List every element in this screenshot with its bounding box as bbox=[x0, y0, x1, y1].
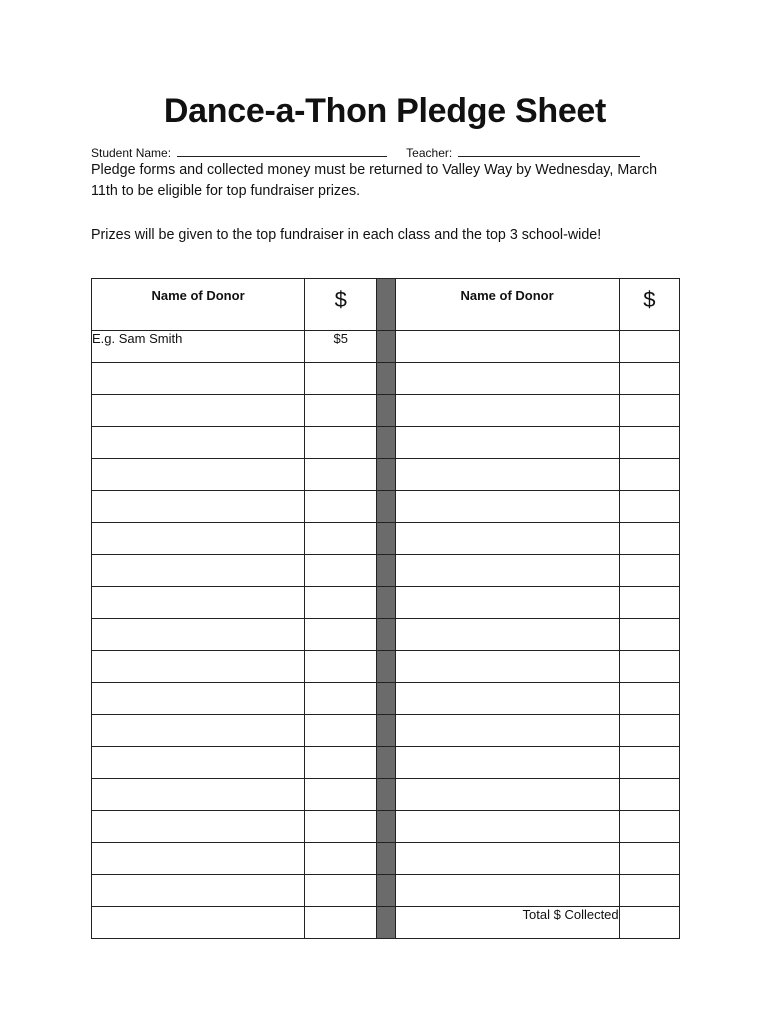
donor-name-cell-left[interactable] bbox=[92, 363, 305, 395]
table-row bbox=[92, 875, 680, 907]
table-row bbox=[92, 811, 680, 843]
amount-cell-right[interactable] bbox=[619, 683, 679, 715]
amount-cell-right[interactable] bbox=[619, 715, 679, 747]
donor-name-cell-left[interactable] bbox=[92, 715, 305, 747]
table-row bbox=[92, 427, 680, 459]
column-separator bbox=[377, 843, 395, 875]
donor-name-cell-right[interactable] bbox=[395, 491, 619, 523]
donor-name-cell-left[interactable] bbox=[92, 747, 305, 779]
prize-info: Prizes will be given to the top fundraiser in each class and the top 3 school-wide! bbox=[91, 227, 602, 243]
column-separator bbox=[377, 875, 395, 907]
amount-cell-left[interactable] bbox=[305, 619, 377, 651]
donor-name-cell-left[interactable] bbox=[92, 779, 305, 811]
column-separator bbox=[377, 619, 395, 651]
donor-name-cell-left[interactable] bbox=[92, 907, 305, 939]
student-name-label: Student Name: bbox=[91, 146, 172, 160]
table-row bbox=[92, 491, 680, 523]
column-separator bbox=[377, 363, 395, 395]
amount-cell-left[interactable] bbox=[305, 779, 377, 811]
amount-cell-left[interactable] bbox=[305, 491, 377, 523]
amount-cell-left[interactable] bbox=[305, 811, 377, 843]
amount-cell-right[interactable] bbox=[619, 523, 679, 555]
donor-name-cell-left[interactable] bbox=[92, 395, 305, 427]
column-separator bbox=[377, 331, 395, 363]
total-label: Total $ Collected bbox=[395, 907, 619, 939]
amount-cell-right[interactable] bbox=[619, 747, 679, 779]
amount-cell-left[interactable] bbox=[305, 715, 377, 747]
donor-name-cell-left[interactable] bbox=[92, 587, 305, 619]
amount-cell-left[interactable] bbox=[305, 907, 377, 939]
column-separator bbox=[377, 279, 395, 331]
column-separator bbox=[377, 459, 395, 491]
table-row bbox=[92, 651, 680, 683]
amount-cell-left[interactable] bbox=[305, 555, 377, 587]
donor-name-cell-right[interactable] bbox=[395, 555, 619, 587]
column-separator bbox=[377, 907, 395, 939]
amount-cell-right[interactable] bbox=[619, 459, 679, 491]
donor-name-cell-right[interactable] bbox=[395, 811, 619, 843]
student-info-line bbox=[91, 145, 640, 160]
column-separator bbox=[377, 395, 395, 427]
amount-cell-left[interactable] bbox=[305, 587, 377, 619]
amount-cell-left[interactable] bbox=[305, 747, 377, 779]
column-separator bbox=[377, 523, 395, 555]
teacher-field[interactable] bbox=[458, 145, 640, 157]
table-row bbox=[92, 715, 680, 747]
page-title: Dance-a-Thon Pledge Sheet bbox=[163, 92, 607, 130]
donor-name-cell-left[interactable] bbox=[92, 619, 305, 651]
column-separator bbox=[377, 683, 395, 715]
donor-name-cell-right[interactable] bbox=[395, 459, 619, 491]
table-row bbox=[92, 683, 680, 715]
column-separator bbox=[377, 747, 395, 779]
amount-cell-right[interactable] bbox=[619, 427, 679, 459]
header-amount-right: $ bbox=[619, 279, 679, 331]
table-row bbox=[92, 619, 680, 651]
table-row bbox=[92, 395, 680, 427]
amount-cell-left[interactable] bbox=[305, 683, 377, 715]
amount-cell-left[interactable] bbox=[305, 395, 377, 427]
amount-cell-right[interactable] bbox=[619, 555, 679, 587]
column-separator bbox=[377, 491, 395, 523]
donor-name-cell-right[interactable] bbox=[395, 715, 619, 747]
pledge-table bbox=[91, 278, 680, 939]
amount-cell-right[interactable] bbox=[619, 651, 679, 683]
amount-cell-right[interactable] bbox=[619, 331, 679, 363]
donor-name-cell-right[interactable] bbox=[395, 619, 619, 651]
table-row bbox=[92, 363, 680, 395]
column-separator bbox=[377, 587, 395, 619]
donor-name-cell-left[interactable] bbox=[92, 875, 305, 907]
teacher-label: Teacher: bbox=[406, 146, 453, 160]
table-row bbox=[92, 459, 680, 491]
header-amount-left: $ bbox=[305, 279, 377, 331]
amount-cell-right[interactable] bbox=[619, 395, 679, 427]
table-row-example bbox=[92, 331, 680, 363]
table-row bbox=[92, 523, 680, 555]
donor-name-cell-left[interactable] bbox=[92, 491, 305, 523]
amount-cell-left[interactable] bbox=[305, 843, 377, 875]
amount-cell-left[interactable] bbox=[305, 427, 377, 459]
example-amount: $5 bbox=[305, 331, 377, 363]
amount-cell-right[interactable] bbox=[619, 843, 679, 875]
donor-name-cell-left[interactable] bbox=[92, 811, 305, 843]
amount-cell-right[interactable] bbox=[619, 811, 679, 843]
amount-cell-right[interactable] bbox=[619, 587, 679, 619]
donor-name-cell-right[interactable] bbox=[395, 587, 619, 619]
table-row bbox=[92, 843, 680, 875]
donor-name-cell-right[interactable] bbox=[395, 651, 619, 683]
header-donor-name-right: Name of Donor bbox=[395, 279, 619, 331]
total-row bbox=[92, 907, 680, 939]
donor-name-cell-right[interactable] bbox=[395, 331, 619, 363]
column-separator bbox=[377, 651, 395, 683]
table-row bbox=[92, 779, 680, 811]
header-donor-name-left: Name of Donor bbox=[92, 279, 305, 331]
column-separator bbox=[377, 811, 395, 843]
donor-name-cell-left[interactable] bbox=[92, 427, 305, 459]
donor-name-cell-left[interactable] bbox=[92, 555, 305, 587]
table-header-row bbox=[92, 279, 680, 331]
donor-name-cell-right[interactable] bbox=[395, 683, 619, 715]
donor-name-cell-left[interactable] bbox=[92, 459, 305, 491]
amount-cell-left[interactable] bbox=[305, 523, 377, 555]
amount-cell-right[interactable] bbox=[619, 779, 679, 811]
return-instructions: Pledge forms and collected money must be returned to Valley Way by Wednesday, March 11th to be eligible for top fundraiser prizes. bbox=[91, 162, 658, 199]
donor-name-cell-right[interactable] bbox=[395, 779, 619, 811]
amount-cell-right[interactable] bbox=[619, 619, 679, 651]
donor-name-cell-left[interactable] bbox=[92, 843, 305, 875]
donor-name-cell-right[interactable] bbox=[395, 747, 619, 779]
column-separator bbox=[377, 427, 395, 459]
amount-cell-right[interactable] bbox=[619, 875, 679, 907]
amount-cell-left[interactable] bbox=[305, 363, 377, 395]
donor-name-cell-right[interactable] bbox=[395, 427, 619, 459]
total-amount-cell[interactable] bbox=[619, 907, 679, 939]
amount-cell-left[interactable] bbox=[305, 459, 377, 491]
donor-name-cell-left[interactable] bbox=[92, 683, 305, 715]
donor-name-cell-left[interactable] bbox=[92, 523, 305, 555]
amount-cell-left[interactable] bbox=[305, 875, 377, 907]
donor-name-cell-right[interactable] bbox=[395, 875, 619, 907]
amount-cell-right[interactable] bbox=[619, 363, 679, 395]
student-name-field[interactable] bbox=[177, 145, 387, 157]
donor-name-cell-right[interactable] bbox=[395, 395, 619, 427]
table-row bbox=[92, 747, 680, 779]
donor-name-cell-right[interactable] bbox=[395, 523, 619, 555]
column-separator bbox=[377, 715, 395, 747]
amount-cell-right[interactable] bbox=[619, 491, 679, 523]
example-donor-name: E.g. Sam Smith bbox=[92, 331, 305, 363]
donor-name-cell-right[interactable] bbox=[395, 363, 619, 395]
table-row bbox=[92, 555, 680, 587]
column-separator bbox=[377, 555, 395, 587]
table-row bbox=[92, 587, 680, 619]
column-separator bbox=[377, 779, 395, 811]
donor-name-cell-right[interactable] bbox=[395, 843, 619, 875]
donor-name-cell-left[interactable] bbox=[92, 651, 305, 683]
amount-cell-left[interactable] bbox=[305, 651, 377, 683]
